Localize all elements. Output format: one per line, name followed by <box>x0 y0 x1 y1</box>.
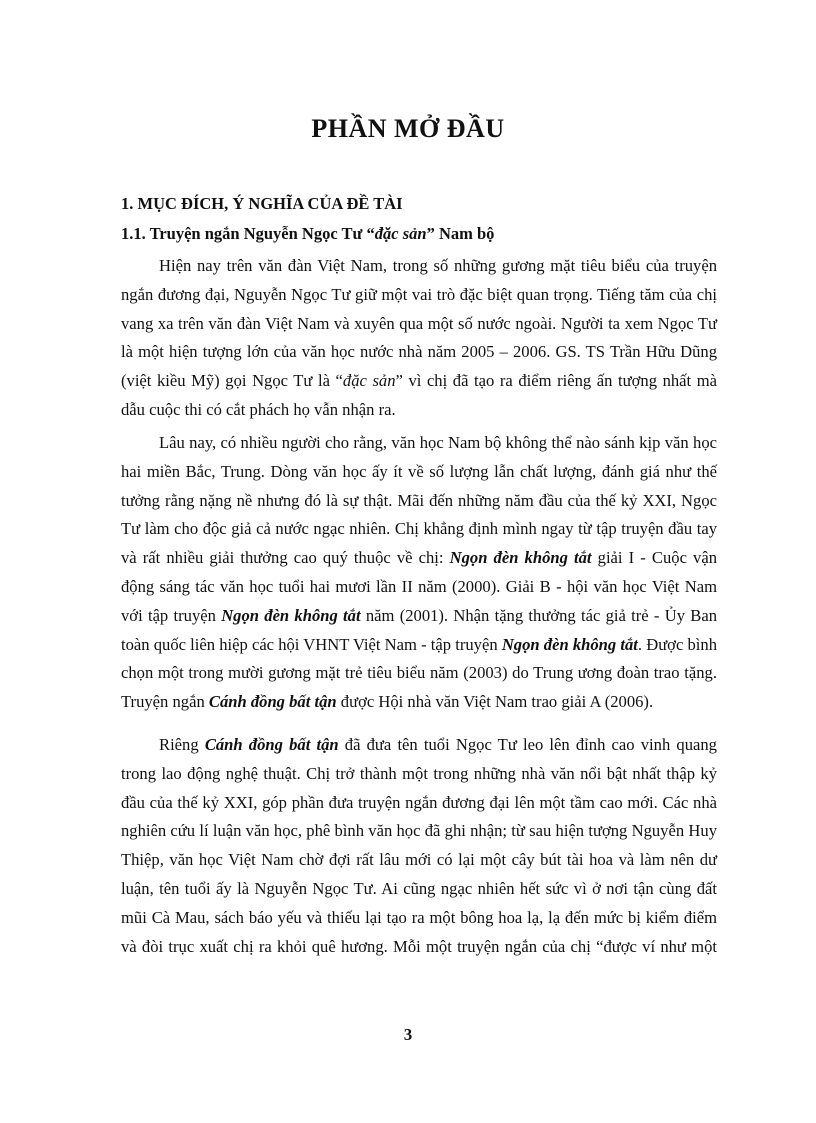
subsection-heading-text: 1.1. Truyện ngắn Nguyễn Ngọc Tư “ <box>121 224 375 243</box>
section-heading: 1. MỤC ĐÍCH, Ý NGHĨA CỦA ĐỀ TÀI <box>121 194 403 213</box>
subsection-heading <box>121 224 494 244</box>
paragraph-text: được Hội nhà văn Việt Nam trao giải A (2006). <box>336 692 654 712</box>
book-title-emphasis: Ngọn đèn không tắt <box>221 605 361 625</box>
paragraph-1 <box>121 252 717 425</box>
book-title-emphasis: Cánh đồng bất tận <box>208 692 337 712</box>
paragraph-text: đã đưa tên tuổi Ngọc Tư leo lên đỉnh cao vinh quang trong lao động nghệ thuật. Chị trở thành một trong những nhà văn nổi bật nhất thập kỷ đầu của thế kỷ XXI, góp phần đưa truyện ngắn đương đại lên một tầm cao mới. Các nhà nghiên cứu lí luận văn học, phê bình văn học đã ghi nhận; từ sau hiện tượng Nguyễn Huy Thiệp, văn học Việt Nam chờ đợi rất lâu mới có lại một cây bút tài hoa và làm nên dư luận, tên tuổi ấy là Nguyễn Ngọc Tư. Ai cũng ngạc nhiên hết sức vì ở nơi tận cùng đất mũi Cà Mau, sách báo yếu và thiếu lại tạo ra một bông hoa lạ, lạ đến mức bị kiểm điểm và đòi trục xuất chị ra khỏi quê hương. Mỗi một truyện ngắn của chị “được ví như một <box>121 735 717 956</box>
paragraph-text: Lâu nay, có nhiều người cho rằng, văn học Nam bộ không thể nào sánh kịp văn học hai miền Bắc, Trung. Dòng văn học ấy ít về số lượng lẫn chất lượng, đánh giá như thế tưởng rằng nặng nề nhưng đó là sự thật. Mãi đến những năm đầu của thế kỷ XXI, Ngọc Tư làm cho độc giả cả nước ngạc nhiên. Chị khẳng định mình ngay từ tập truyện đầu tay và rất nhiều giải thưởng cao quý thuộc về chị: <box>121 433 717 568</box>
subsection-heading-text-end: ” Nam bộ <box>426 224 495 243</box>
paragraph-text: ” vì chị đã tạo ra điểm riêng ấn tượng nhất mà dẫu cuộc thi có cắt phách họ vẫn nhận ra. <box>121 371 717 419</box>
subsection-heading-emphasis: đặc sản <box>374 224 427 243</box>
paragraph-text: Hiện nay trên văn đàn Việt Nam, trong số những gương mặt tiêu biểu của truyện ngắn đương đại, Nguyễn Ngọc Tư giữ một vai trò đặc biệt quan trọng. Tiếng tăm của chị vang xa trên văn đàn Việt Nam và xuyên qua một số nước ngoài. Người ta xem Ngọc Tư là một hiện tượng lớn của văn học nước nhà năm 2005 – 2006. GS. TS Trần Hữu Dũng (việt kiều Mỹ) gọi Ngọc Tư là “ <box>121 256 717 391</box>
book-title-emphasis: Ngọn đèn không tắt <box>449 548 592 568</box>
paragraph-text: . Được bình chọn một trong mười gương mặt trẻ tiêu biểu năm (2003) do Trung ương đoàn trao tặng. Truyện ngắn <box>121 634 717 712</box>
emphasis-text: đặc sản <box>342 371 396 391</box>
paragraph-3 <box>121 731 717 961</box>
book-title-emphasis: Cánh đồng bất tận <box>204 735 339 754</box>
paragraph-text: Riêng <box>159 735 205 754</box>
paragraph-text: năm (2001). Nhận tặng thưởng tác giả trẻ - Ủy Ban toàn quốc liên hiệp các hội VHNT Việt Nam - tập truyện <box>121 605 717 654</box>
book-title-emphasis: Ngọn đèn không tắt <box>501 634 638 654</box>
page-number: 3 <box>403 1025 413 1044</box>
paragraph-2 <box>121 429 717 717</box>
page-title: PHẦN MỞ ĐẦU <box>311 114 505 143</box>
paragraph-text: giải I - Cuộc vận động sáng tác văn học tuổi hai mươi lần II năm (2000). Giải B - hội văn học Việt Nam với tập truyện <box>121 548 718 625</box>
